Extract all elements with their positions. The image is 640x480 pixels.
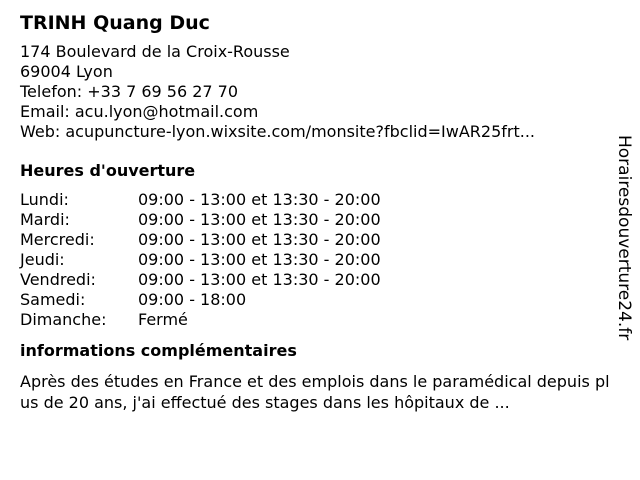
hours-time-value: 09:00 - 18:00 <box>138 290 247 309</box>
business-card <box>20 10 610 413</box>
hours-row-sunday <box>20 310 610 330</box>
hours-day-label: Mardi: <box>20 210 70 229</box>
hours-row-wednesday <box>20 230 610 250</box>
hours-row-monday <box>20 190 610 210</box>
hours-time-value: Fermé <box>138 310 188 329</box>
additional-info-heading: informations complémentaires <box>20 341 297 360</box>
hours-day-label: Samedi: <box>20 290 86 309</box>
hours-row-thursday <box>20 250 610 270</box>
hours-time-value: 09:00 - 13:00 et 13:30 - 20:00 <box>138 210 381 229</box>
hours-day-label: Dimanche: <box>20 310 107 329</box>
address-line-2: 69004 Lyon <box>20 62 113 81</box>
hours-time-value: 09:00 - 13:00 et 13:30 - 20:00 <box>138 250 381 269</box>
contact-details <box>20 42 610 142</box>
website-line: Web: acupuncture-lyon.wixsite.com/monsite?fbclid=IwAR25frt... <box>20 122 535 141</box>
hours-day-label: Vendredi: <box>20 270 96 289</box>
hours-time-value: 09:00 - 13:00 et 13:30 - 20:00 <box>138 270 381 289</box>
hours-day-label: Jeudi: <box>20 250 65 269</box>
hours-day-label: Lundi: <box>20 190 69 209</box>
hours-time-value: 09:00 - 13:00 et 13:30 - 20:00 <box>138 190 381 209</box>
opening-hours-heading: Heures d'ouverture <box>20 161 196 180</box>
hours-row-friday <box>20 270 610 290</box>
additional-info-text: Après des études en France et des emplois dans le paramédical depuis plus de 20 ans, j'ai effectué des stages dans les hôpitaux de ... <box>20 372 610 412</box>
hours-time-value: 09:00 - 13:00 et 13:30 - 20:00 <box>138 230 381 249</box>
brand-watermark: Horairesdouverture24.fr <box>614 135 634 341</box>
opening-hours-table <box>20 190 610 330</box>
hours-row-saturday <box>20 290 610 310</box>
email-line: Email: acu.lyon@hotmail.com <box>20 102 259 121</box>
address-line-1: 174 Boulevard de la Croix-Rousse <box>20 42 290 61</box>
phone-line: Telefon: +33 7 69 56 27 70 <box>20 82 239 101</box>
business-name: TRINH Quang Duc <box>20 12 210 34</box>
hours-day-label: Mercredi: <box>20 230 95 249</box>
hours-row-tuesday <box>20 210 610 230</box>
